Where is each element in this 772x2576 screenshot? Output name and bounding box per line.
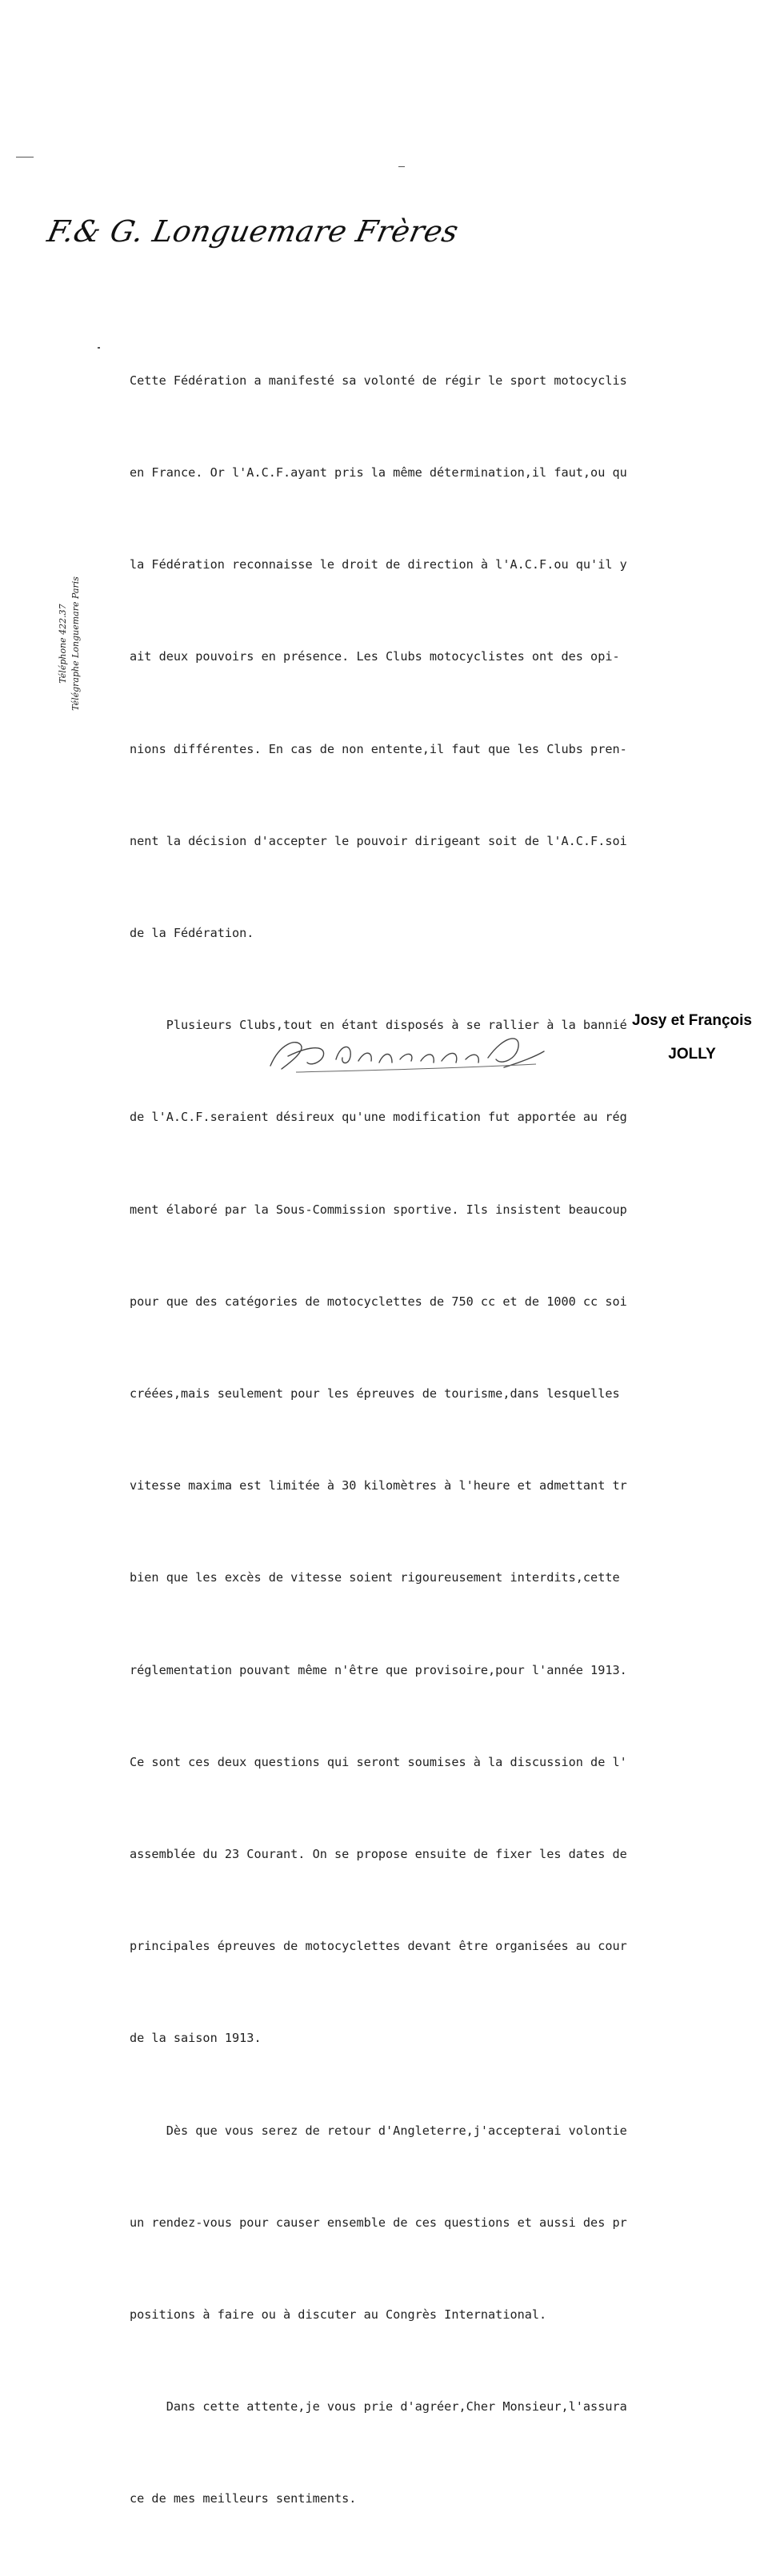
body-line: Dès que vous serez de retour d'Angleterre,j'accepterai volontie — [130, 2123, 627, 2138]
body-line: pour que des catégories de motocyclettes de 750 cc et de 1000 cc soi — [130, 1294, 627, 1309]
body-line: de la Fédération. — [130, 926, 254, 941]
body-line: Dans cette attente,je vous prie d'agréer,Cher Monsieur,l'assura — [130, 2399, 627, 2415]
body-line: de la saison 1913. — [130, 2031, 262, 2046]
body-line: Ce sont ces deux questions qui seront soumises à la discussion de l' — [130, 1754, 627, 1769]
credit-surname: JOLLY — [668, 1046, 716, 1063]
telegraph-line: Télégraphe Longuemare Paris — [70, 576, 81, 711]
credit-names: Josy et François — [632, 1012, 752, 1029]
letterhead-logo: F.& G. Longuemare Frères — [44, 214, 462, 249]
body-line: en France. Or l'A.C.F.ayant pris la même détermination,il faut,ou qu — [130, 465, 627, 481]
body-line: principales épreuves de motocyclettes devant être organisées au cour — [130, 1939, 627, 1954]
telephone-line: Téléphone 422.37 — [58, 604, 68, 684]
handwritten-signature — [264, 1027, 552, 1075]
sidebar-contact — [57, 572, 97, 716]
scan-mark — [398, 166, 405, 167]
body-line: positions à faire ou à discuter au Congrès International. — [130, 2307, 547, 2323]
body-line: réglementation pouvant même n'être que provisoire,pour l'année 1913. — [130, 1662, 627, 1677]
body-line: bien que les excès de vitesse soient rigoureusement interdits,cette — [130, 1570, 620, 1585]
body-line: ce de mes meilleurs sentiments. — [130, 2491, 357, 2506]
body-line: Cette Fédération a manifesté sa volonté de régir le sport motocyclis — [130, 373, 627, 388]
body-line: assemblée du 23 Courant. On se propose ensuite de fixer les dates de — [130, 1847, 627, 1862]
body-line: de l'A.C.F.seraient désireux qu'une modification fut apportée au rég — [130, 1110, 627, 1125]
body-line: vitesse maxima est limitée à 30 kilomètres à l'heure et admettant tr — [130, 1478, 627, 1493]
body-line: ait deux pouvoirs en présence. Les Clubs motocyclistes ont des opi- — [130, 649, 620, 664]
body-line: nions différentes. En cas de non entente,il faut que les Clubs pren- — [130, 741, 627, 756]
letter-body — [130, 304, 762, 2576]
body-line: la Fédération reconnaisse le droit de direction à l'A.C.F.ou qu'il y — [130, 557, 627, 572]
body-line: un rendez-vous pour causer ensemble de ces questions et aussi des pr — [130, 2215, 627, 2230]
scan-mark — [98, 347, 100, 349]
body-line: créées,mais seulement pour les épreuves de tourisme,dans lesquelles — [130, 1386, 620, 1402]
body-line: Plusieurs Clubs,tout en étant disposés à se rallier à la bannié — [130, 1018, 627, 1033]
body-line: ment élaboré par la Sous-Commission sportive. Ils insistent beaucoup — [130, 1202, 627, 1217]
scan-mark — [16, 157, 34, 158]
body-line: nent la décision d'accepter le pouvoir dirigeant soit de l'A.C.F.soi — [130, 833, 627, 848]
